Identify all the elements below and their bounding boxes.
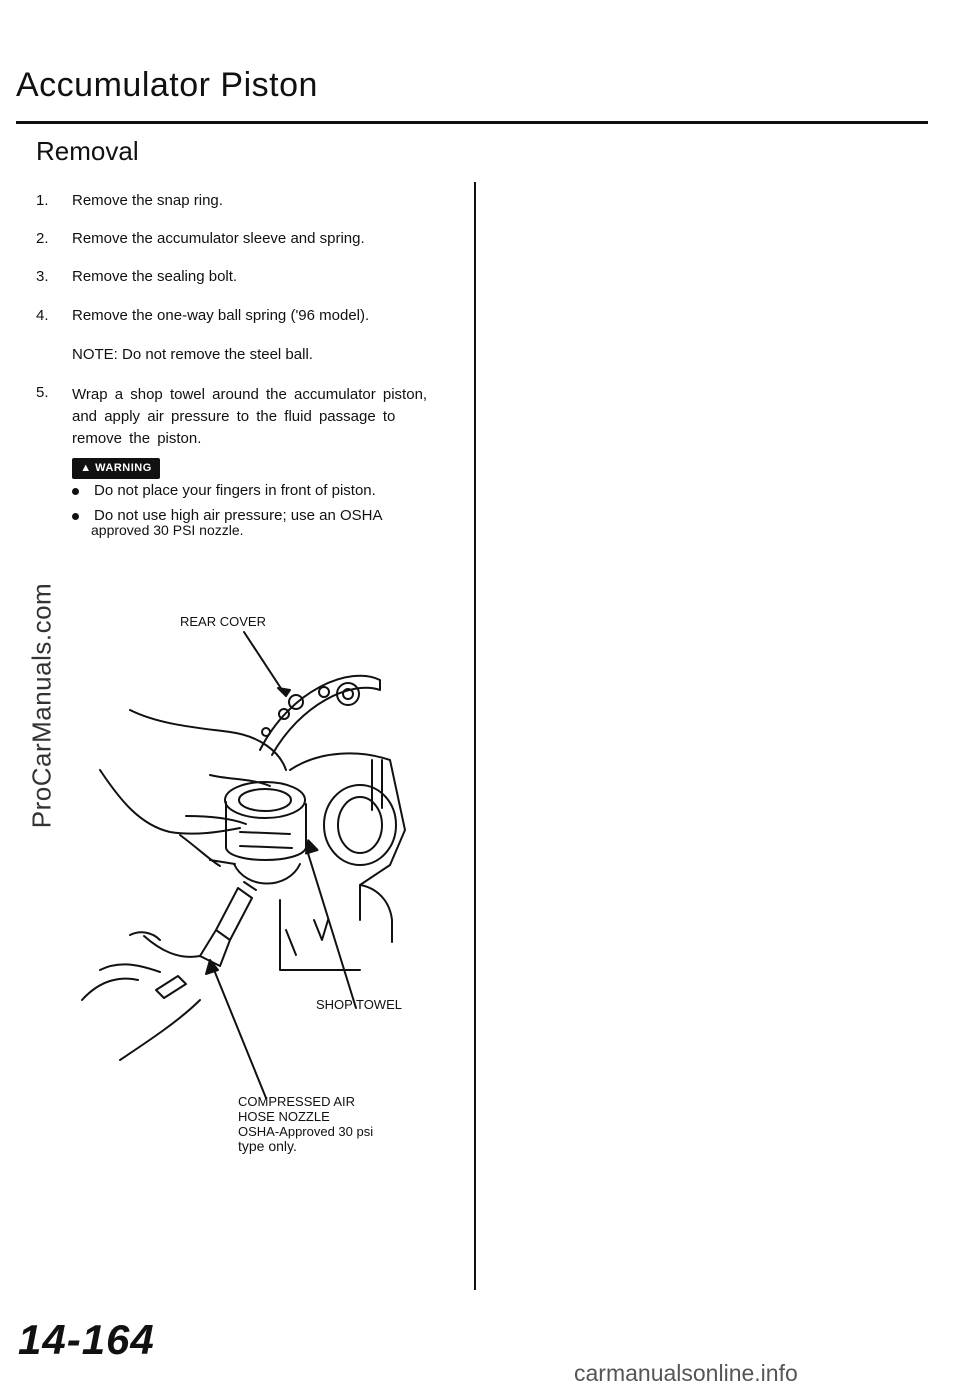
leader-lines	[206, 632, 356, 1098]
step-text: Wrap a shop towel around the accumulator piston, and apply air pressure to the fluid passage to remove the piston.	[72, 386, 428, 447]
hands	[82, 710, 286, 1060]
accumulator-piston	[225, 782, 306, 884]
page-number: 14-164	[18, 1316, 155, 1363]
accumulator-piston-illustration	[60, 620, 420, 1100]
watermark-carmanualsonline: carmanualsonline.info	[574, 1360, 798, 1386]
label-line: HOSE NOZZLE	[238, 1109, 330, 1124]
step-number: 2.	[36, 230, 49, 247]
label-shop-towel: SHOP TOWEL	[316, 997, 402, 1012]
bullet-dot-icon	[72, 488, 79, 495]
step-number: 1.	[36, 192, 49, 209]
bullet-text: Do not place your fingers in front of piston.	[94, 482, 376, 499]
step-text: Remove the snap ring.	[72, 192, 223, 209]
label-line: type only.	[238, 1138, 297, 1154]
label-line: OSHA-Approved 30 psi	[238, 1124, 374, 1139]
note-text: NOTE: Do not remove the steel ball.	[72, 346, 313, 363]
warning-badge	[72, 458, 160, 479]
label-line: COMPRESSED AIR	[238, 1094, 356, 1109]
warning-label: WARNING	[95, 462, 152, 474]
step-number: 4.	[36, 307, 49, 324]
step-text: Remove the accumulator sleeve and spring.	[72, 230, 365, 247]
bullet-text-continued: approved 30 PSI nozzle.	[91, 522, 244, 538]
label-air-hose-nozzle	[238, 1094, 373, 1154]
step-number: 5.	[36, 384, 49, 401]
column-divider	[474, 182, 476, 1290]
step-text: Remove the one-way ball spring ('96 model).	[72, 307, 370, 324]
bullet-dot-icon	[72, 513, 79, 520]
section-heading: Removal	[36, 136, 139, 166]
title-rule	[16, 121, 928, 124]
step-text: Remove the sealing bolt.	[72, 268, 238, 285]
transmission-case	[280, 753, 405, 970]
air-hose-nozzle	[200, 882, 256, 966]
label-rear-cover: REAR COVER	[180, 614, 266, 629]
watermark-procarmanuals: ProCarManuals.com	[26, 582, 57, 829]
step-number: 3.	[36, 268, 49, 285]
page-title: Accumulator Piston	[16, 66, 318, 104]
bullet-text: Do not use high air pressure; use an OSHA	[94, 507, 383, 524]
warning-triangle-icon: ▲	[80, 462, 92, 474]
